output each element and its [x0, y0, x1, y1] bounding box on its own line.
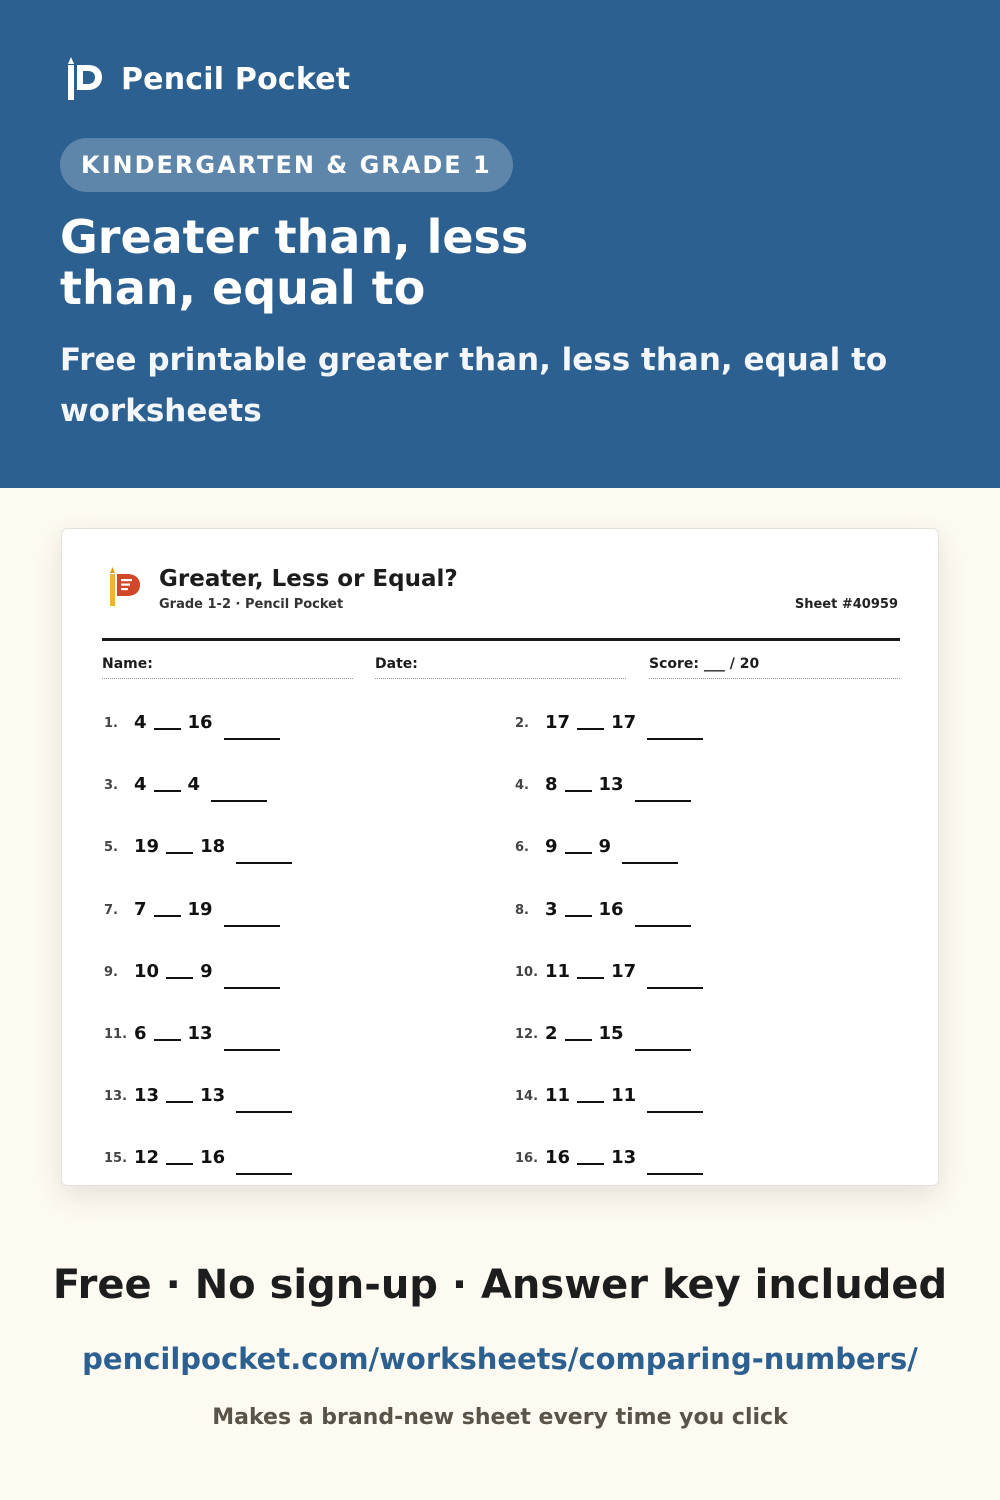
right-number: 9: [598, 836, 612, 858]
problem-number: 7.: [104, 902, 118, 918]
problem-item: [515, 707, 703, 733]
problem-item: [104, 1080, 292, 1106]
right-number: 11: [611, 1085, 637, 1107]
problem-number: 3.: [104, 778, 118, 794]
problem-item: [515, 769, 691, 795]
problem-number: 6.: [515, 840, 529, 856]
answer-line: [635, 925, 691, 927]
pencil-pocket-logo-icon: [66, 56, 106, 102]
answer-line: [224, 925, 280, 927]
comparison-blank: [577, 728, 604, 730]
worksheet-title: Greater, Less or Equal?: [159, 566, 458, 592]
right-number: 4: [187, 774, 201, 796]
hero-banner: [0, 0, 1000, 488]
right-number: 18: [200, 836, 226, 858]
left-number: 10: [134, 960, 160, 982]
problem-item: [104, 1142, 292, 1168]
right-number: 13: [187, 1023, 213, 1044]
answer-line: [647, 987, 703, 989]
problem-number: 14.: [515, 1089, 539, 1105]
answer-line: [635, 800, 691, 802]
brand[interactable]: [66, 56, 350, 102]
answer-line: [635, 1049, 691, 1051]
left-number: 11: [545, 1085, 571, 1107]
comparison-blank: [565, 852, 592, 854]
problem-item: [515, 894, 691, 920]
comparison-blank: [154, 728, 181, 730]
problem-item: [515, 1018, 691, 1044]
left-number: 2: [545, 1023, 558, 1044]
page-subtitle: Free printable greater than, less than, equal to worksheets: [60, 342, 888, 429]
problem-number: 8.: [515, 902, 529, 918]
comparison-blank: [166, 1101, 193, 1103]
worksheet-preview: [61, 528, 939, 1186]
problem-item: [104, 894, 280, 920]
header-divider: [102, 638, 900, 641]
worksheet-url-link[interactable]: pencilpocket.com/worksheets/comparing-numbers/: [82, 1342, 918, 1376]
problem-number: 5.: [104, 840, 118, 856]
right-number: 17: [611, 712, 637, 733]
comparison-blank: [166, 977, 193, 979]
problem-item: [515, 1080, 703, 1106]
comparison-blank: [154, 915, 181, 917]
left-number: 8: [545, 774, 558, 796]
comparison-blank: [154, 790, 181, 792]
answer-line: [224, 1049, 280, 1051]
problem-item: [515, 831, 678, 857]
date-field: Date:: [375, 656, 626, 679]
problem-number: 12.: [515, 1027, 539, 1042]
answer-line: [224, 738, 280, 740]
answer-line: [622, 862, 678, 864]
right-number: 13: [598, 774, 624, 796]
answer-line: [236, 862, 292, 864]
right-number: 16: [187, 712, 213, 733]
left-number: 4: [134, 774, 147, 796]
problem-number: 13.: [104, 1089, 128, 1105]
score-field: Score: ___ / 20: [649, 656, 900, 679]
page-title: Greater than, less than, equal to: [60, 210, 529, 315]
problem-item: [104, 831, 292, 857]
answer-line: [647, 738, 703, 740]
problem-item: [104, 707, 280, 733]
left-number: 19: [134, 836, 160, 858]
left-number: 12: [134, 1147, 160, 1169]
left-number: 11: [545, 960, 571, 982]
answer-line: [647, 1173, 703, 1175]
problem-number: 15.: [104, 1151, 128, 1167]
answer-line: [647, 1111, 703, 1113]
right-number: 16: [200, 1147, 226, 1169]
answer-line: [211, 800, 267, 802]
left-number: 6: [134, 1023, 147, 1044]
left-number: 16: [545, 1147, 571, 1169]
name-field: Name:: [102, 656, 353, 679]
right-number: 13: [611, 1147, 637, 1169]
problem-number: 1.: [104, 716, 118, 731]
comparison-blank: [565, 1039, 592, 1041]
right-number: 19: [187, 898, 213, 920]
sheet-number: Sheet #40959: [794, 597, 898, 612]
right-number: 13: [200, 1085, 226, 1107]
worksheet-logo-icon: [108, 566, 144, 608]
comparison-blank: [577, 1101, 604, 1103]
right-number: 17: [611, 960, 637, 982]
problem-number: 11.: [104, 1027, 128, 1042]
comparison-blank: [166, 852, 193, 854]
problem-item: [515, 1142, 703, 1168]
grade-badge: KINDERGARTEN & GRADE 1: [60, 138, 513, 192]
comparison-blank: [577, 1163, 604, 1165]
right-number: 16: [598, 898, 624, 920]
problem-number: 2.: [515, 716, 529, 731]
problem-item: [515, 956, 703, 982]
problem-item: [104, 769, 267, 795]
problem-item: [104, 956, 280, 982]
worksheet-meta: Grade 1-2 · Pencil Pocket: [159, 597, 344, 612]
comparison-blank: [565, 915, 592, 917]
problem-item: [104, 1018, 280, 1044]
problem-number: 4.: [515, 778, 529, 794]
left-number: 3: [545, 898, 558, 920]
left-number: 13: [134, 1085, 160, 1107]
answer-line: [236, 1111, 292, 1113]
comparison-blank: [577, 977, 604, 979]
comparison-blank: [565, 790, 592, 792]
problem-number: 10.: [515, 964, 539, 980]
tagline: Free · No sign-up · Answer key included: [52, 1262, 948, 1308]
right-number: 9: [200, 960, 213, 982]
problem-number: 9.: [104, 964, 118, 980]
left-number: 17: [545, 712, 571, 733]
left-number: 7: [134, 898, 147, 920]
left-number: 9: [545, 836, 558, 858]
problem-number: 16.: [515, 1151, 539, 1167]
comparison-blank: [154, 1039, 181, 1041]
left-number: 4: [134, 712, 147, 733]
footer-note: Makes a brand-new sheet every time you click: [212, 1405, 788, 1430]
right-number: 15: [598, 1023, 624, 1044]
comparison-blank: [166, 1163, 193, 1165]
answer-line: [224, 987, 280, 989]
brand-name: Pencil Pocket: [121, 61, 351, 97]
answer-line: [236, 1173, 292, 1175]
